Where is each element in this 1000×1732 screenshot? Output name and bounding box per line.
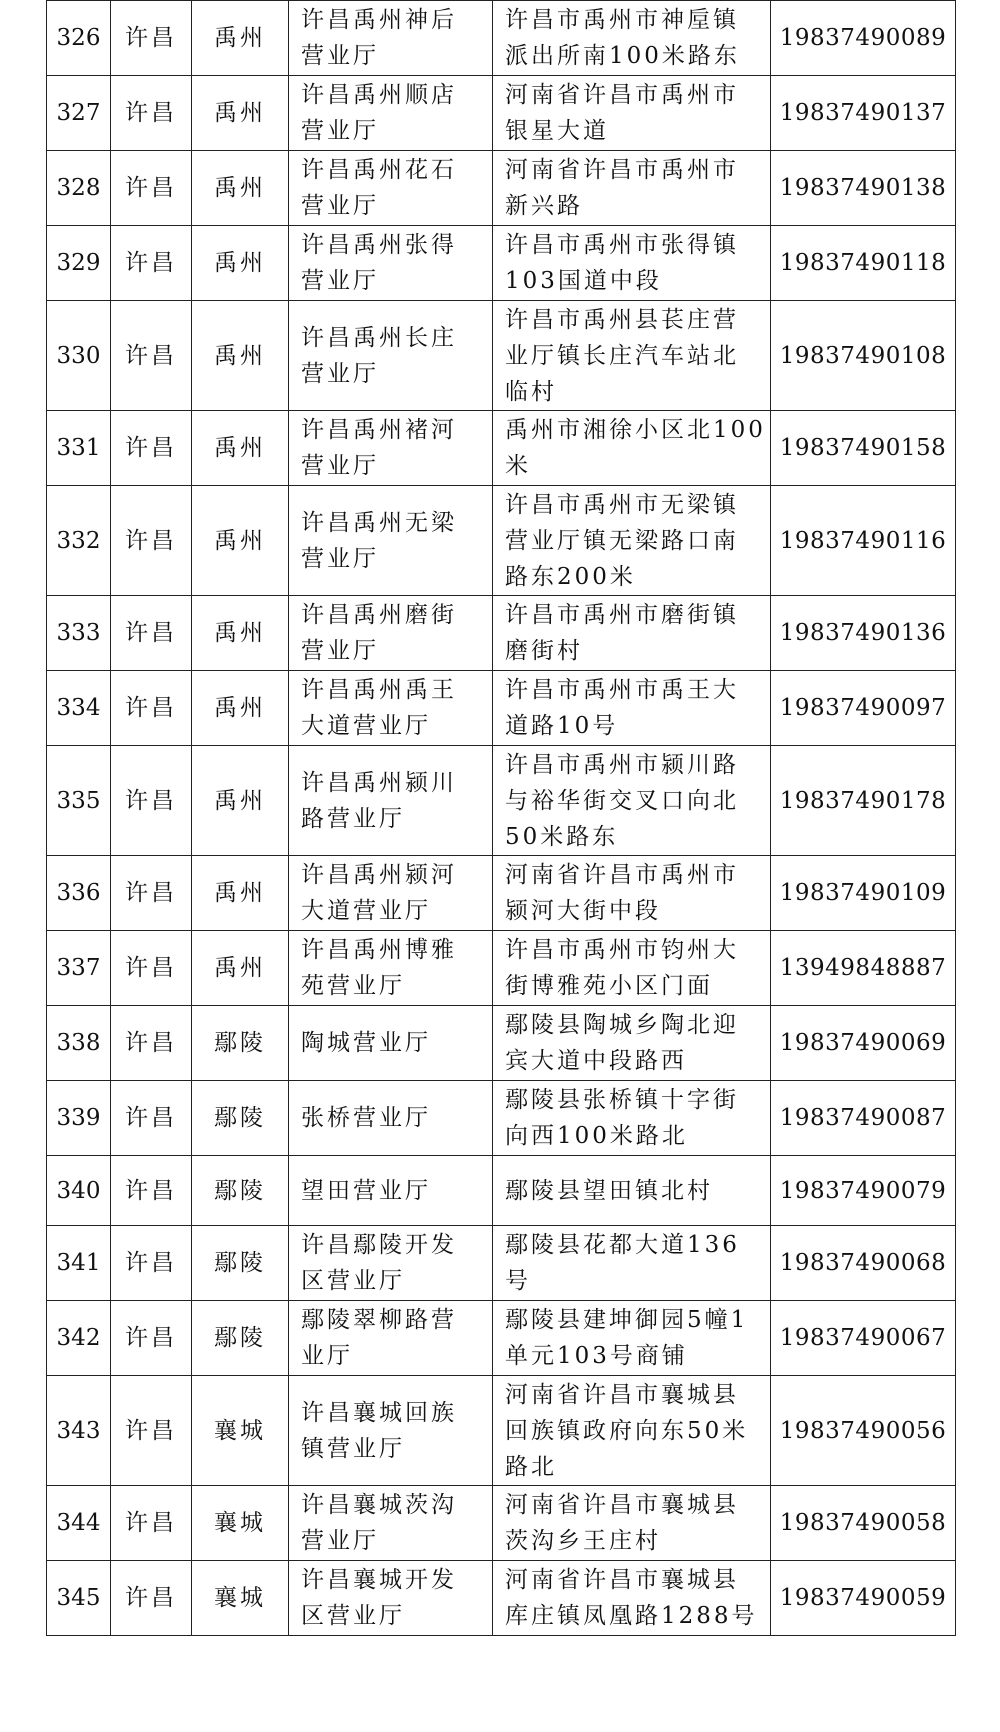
address-cell-line: 库庄镇凤凰路1288号 [505,1603,758,1629]
table-row [47,931,956,1006]
phone-cell: 19837490058 [771,1486,956,1561]
address-cell-line: 许昌市禹州市张得镇 [505,232,739,258]
address-cell-line: 河南省许昌市禹州市 [505,157,739,183]
address-cell-line: 许昌市禹州市无梁镇 [505,491,739,518]
address-cell-line: 颍河大街中段 [505,898,661,924]
county-cell: 禹州 [192,486,289,596]
row-number-cell: 333 [47,596,111,671]
hall-name-cell-line: 许昌禹州颍河 [301,862,457,888]
city-cell: 许昌 [111,931,192,1006]
phone-cell: 19837490059 [771,1561,956,1636]
address-cell-line: 50米路东 [505,823,619,850]
address-cell [493,671,771,746]
hall-name-cell-line: 许昌禹州无梁 [301,509,457,536]
hall-name-cell-line: 许昌禹州颍川 [301,769,457,796]
row-number-cell: 328 [47,151,111,226]
county-cell: 禹州 [192,301,289,411]
county-cell: 襄城 [192,1486,289,1561]
hall-name-cell-line: 许昌禹州顺店 [301,82,457,108]
city-cell: 许昌 [111,486,192,596]
address-cell-line: 河南省许昌市襄城县 [505,1381,739,1408]
row-number-cell: 327 [47,76,111,151]
city-cell: 许昌 [111,1376,192,1486]
hall-name-cell-line: 许昌禹州褚河 [301,417,457,443]
city-cell: 许昌 [111,1081,192,1156]
row-number-cell: 338 [47,1006,111,1081]
address-cell-line: 新兴路 [505,193,583,219]
city-cell: 许昌 [111,411,192,486]
address-cell [493,596,771,671]
table-row [47,1006,956,1081]
row-number-cell: 342 [47,1301,111,1376]
phone-cell: 19837490097 [771,671,956,746]
hall-name-cell [289,746,493,856]
table-row [47,596,956,671]
hall-name-cell-line: 营业厅 [301,360,379,387]
hall-name-cell [289,411,493,486]
hall-name-cell-line: 许昌襄城开发 [301,1567,457,1593]
table-row [47,1301,956,1376]
city-cell: 许昌 [111,1561,192,1636]
hall-name-cell-line: 鄢陵翠柳路营 [301,1307,457,1333]
hall-name-cell-line: 路营业厅 [301,805,405,832]
hall-name-cell [289,1081,493,1156]
phone-cell: 19837490158 [771,411,956,486]
hall-name-cell-line: 许昌禹州神后 [301,7,457,33]
county-cell: 禹州 [192,76,289,151]
row-number-cell: 340 [47,1156,111,1226]
hall-name-cell-line: 望田营业厅 [301,1177,431,1204]
phone-cell: 19837490109 [771,856,956,931]
hall-name-cell-line: 许昌禹州长庄 [301,324,457,351]
city-cell: 许昌 [111,1301,192,1376]
address-cell [493,746,771,856]
row-number-cell: 337 [47,931,111,1006]
phone-cell: 19837490056 [771,1376,956,1486]
address-cell-line: 103国道中段 [505,268,662,294]
row-number-cell: 329 [47,226,111,301]
hall-name-cell-line: 营业厅 [301,193,379,219]
table-row [47,1156,956,1226]
row-number-cell: 341 [47,1226,111,1301]
row-number-cell: 343 [47,1376,111,1486]
county-cell: 鄢陵 [192,1226,289,1301]
hall-name-cell [289,931,493,1006]
hall-name-cell-line: 许昌禹州博雅 [301,937,457,963]
business-hall-table [46,0,956,1636]
hall-name-cell-line: 业厅 [301,1343,353,1369]
address-cell [493,486,771,596]
hall-name-cell-line: 镇营业厅 [301,1435,405,1462]
phone-cell: 13949848887 [771,931,956,1006]
address-cell [493,411,771,486]
address-cell-line: 营业厅镇无梁路口南 [505,527,739,554]
phone-cell: 19837490068 [771,1226,956,1301]
hall-name-cell [289,486,493,596]
county-cell: 鄢陵 [192,1156,289,1226]
hall-name-cell-line: 陶城营业厅 [301,1030,431,1056]
hall-name-cell-line: 许昌襄城茨沟 [301,1492,457,1518]
hall-name-cell-line: 苑营业厅 [301,973,405,999]
hall-name-cell-line: 许昌禹州磨街 [301,602,457,628]
row-number-cell: 336 [47,856,111,931]
table-row [47,1,956,76]
city-cell: 许昌 [111,76,192,151]
phone-cell: 19837490087 [771,1081,956,1156]
hall-name-cell [289,1156,493,1226]
county-cell: 鄢陵 [192,1081,289,1156]
hall-name-cell-line: 许昌襄城回族 [301,1399,457,1426]
hall-name-cell [289,1376,493,1486]
table-row [47,226,956,301]
address-cell-line: 许昌市禹州县苌庄营 [505,306,739,333]
phone-cell: 19837490137 [771,76,956,151]
table-row [47,1226,956,1301]
hall-name-cell [289,1,493,76]
city-cell: 许昌 [111,1006,192,1081]
address-cell-line: 茨沟乡王庄村 [505,1528,661,1554]
county-cell: 禹州 [192,596,289,671]
address-cell-line: 许昌市禹州市钧州大 [505,937,739,963]
address-cell [493,1376,771,1486]
county-cell: 禹州 [192,856,289,931]
address-cell-line: 河南省许昌市禹州市 [505,82,739,108]
address-cell-line: 与裕华街交叉口向北 [505,787,739,814]
address-cell-line: 许昌市禹州市禹王大 [505,677,739,703]
address-cell-line: 向西100米路北 [505,1123,688,1149]
county-cell: 鄢陵 [192,1006,289,1081]
address-cell-line: 禹州市湘徐小区北100 [505,417,766,443]
hall-name-cell-line: 营业厅 [301,638,379,664]
phone-cell: 19837490118 [771,226,956,301]
table-row [47,1486,956,1561]
phone-cell: 19837490069 [771,1006,956,1081]
address-cell-line: 号 [505,1268,531,1294]
hall-name-cell [289,596,493,671]
hall-name-cell-line: 大道营业厅 [301,713,431,739]
hall-name-cell-line: 许昌鄢陵开发 [301,1232,457,1258]
phone-cell: 19837490079 [771,1156,956,1226]
hall-name-cell [289,226,493,301]
row-number-cell: 334 [47,671,111,746]
address-cell-line: 派出所南100米路东 [505,43,740,69]
address-cell [493,856,771,931]
phone-cell: 19837490089 [771,1,956,76]
address-cell-line: 鄢陵县望田镇北村 [505,1177,713,1204]
table-body [47,1,956,1636]
address-cell [493,1226,771,1301]
county-cell: 鄢陵 [192,1301,289,1376]
address-cell-line: 鄢陵县花都大道136 [505,1232,740,1258]
table-row [47,1561,956,1636]
county-cell: 禹州 [192,671,289,746]
hall-name-cell-line: 区营业厅 [301,1268,405,1294]
row-number-cell: 335 [47,746,111,856]
city-cell: 许昌 [111,856,192,931]
city-cell: 许昌 [111,1486,192,1561]
hall-name-cell-line: 许昌禹州禹王 [301,677,457,703]
address-cell-line: 业厅镇长庄汽车站北 [505,342,739,369]
address-cell [493,1561,771,1636]
table-row [47,151,956,226]
hall-name-cell-line: 大道营业厅 [301,898,431,924]
address-cell [493,76,771,151]
hall-name-cell [289,76,493,151]
hall-name-cell-line: 许昌禹州张得 [301,232,457,258]
city-cell: 许昌 [111,151,192,226]
address-cell-line: 许昌市禹州市颍川路 [505,751,739,778]
address-cell-line: 磨街村 [505,638,583,664]
county-cell: 禹州 [192,411,289,486]
county-cell: 禹州 [192,931,289,1006]
hall-name-cell [289,151,493,226]
table-row [47,671,956,746]
county-cell: 襄城 [192,1376,289,1486]
city-cell: 许昌 [111,1226,192,1301]
address-cell-line: 回族镇政府向东50米 [505,1417,749,1444]
hall-name-cell-line: 营业厅 [301,545,379,572]
address-cell-line: 许昌市禹州市神垕镇 [505,7,739,33]
address-cell-line: 道路10号 [505,713,619,739]
phone-cell: 19837490108 [771,301,956,411]
city-cell: 许昌 [111,1156,192,1226]
hall-name-cell-line: 营业厅 [301,268,379,294]
hall-name-cell-line: 区营业厅 [301,1603,405,1629]
city-cell: 许昌 [111,301,192,411]
hall-name-cell [289,856,493,931]
address-cell-line: 河南省许昌市禹州市 [505,862,739,888]
address-cell [493,1486,771,1561]
address-cell [493,1,771,76]
row-number-cell: 332 [47,486,111,596]
city-cell: 许昌 [111,226,192,301]
phone-cell: 19837490138 [771,151,956,226]
row-number-cell: 344 [47,1486,111,1561]
address-cell-line: 街博雅苑小区门面 [505,973,713,999]
address-cell [493,1156,771,1226]
hall-name-cell-line: 营业厅 [301,43,379,69]
address-cell-line: 米 [505,453,531,479]
table-row [47,486,956,596]
address-cell [493,1301,771,1376]
address-cell-line: 银星大道 [505,118,609,144]
address-cell [493,151,771,226]
address-cell-line: 宾大道中段路西 [505,1048,687,1074]
address-cell-line: 路北 [505,1453,557,1480]
table-row [47,1081,956,1156]
row-number-cell: 331 [47,411,111,486]
city-cell: 许昌 [111,671,192,746]
address-cell-line: 临村 [505,378,557,405]
hall-name-cell [289,1226,493,1301]
row-number-cell: 345 [47,1561,111,1636]
city-cell: 许昌 [111,596,192,671]
county-cell: 禹州 [192,1,289,76]
table-row [47,1376,956,1486]
address-cell [493,301,771,411]
hall-name-cell [289,1006,493,1081]
city-cell: 许昌 [111,1,192,76]
hall-name-cell [289,301,493,411]
address-cell-line: 河南省许昌市襄城县 [505,1492,739,1518]
table-row [47,76,956,151]
row-number-cell: 326 [47,1,111,76]
address-cell-line: 河南省许昌市襄城县 [505,1567,739,1593]
phone-cell: 19837490067 [771,1301,956,1376]
hall-name-cell [289,1486,493,1561]
phone-cell: 19837490116 [771,486,956,596]
address-cell-line: 鄢陵县建坤御园5幢1 [505,1307,749,1333]
hall-name-cell-line: 营业厅 [301,453,379,479]
table-row [47,746,956,856]
address-cell [493,931,771,1006]
row-number-cell: 339 [47,1081,111,1156]
hall-name-cell [289,1561,493,1636]
hall-name-cell-line: 张桥营业厅 [301,1105,431,1131]
address-cell-line: 路东200米 [505,563,636,590]
address-cell-line: 鄢陵县陶城乡陶北迎 [505,1012,739,1038]
county-cell: 襄城 [192,1561,289,1636]
address-cell-line: 许昌市禹州市磨街镇 [505,602,739,628]
address-cell [493,1081,771,1156]
county-cell: 禹州 [192,151,289,226]
address-cell-line: 单元103号商铺 [505,1343,688,1369]
address-cell [493,226,771,301]
city-cell: 许昌 [111,746,192,856]
county-cell: 禹州 [192,226,289,301]
hall-name-cell-line: 营业厅 [301,1528,379,1554]
phone-cell: 19837490178 [771,746,956,856]
table-row [47,411,956,486]
address-cell [493,1006,771,1081]
table-row [47,301,956,411]
table-row [47,856,956,931]
county-cell: 禹州 [192,746,289,856]
hall-name-cell [289,1301,493,1376]
address-cell-line: 鄢陵县张桥镇十字街 [505,1087,739,1113]
row-number-cell: 330 [47,301,111,411]
hall-name-cell-line: 营业厅 [301,118,379,144]
phone-cell: 19837490136 [771,596,956,671]
hall-name-cell [289,671,493,746]
hall-name-cell-line: 许昌禹州花石 [301,157,457,183]
